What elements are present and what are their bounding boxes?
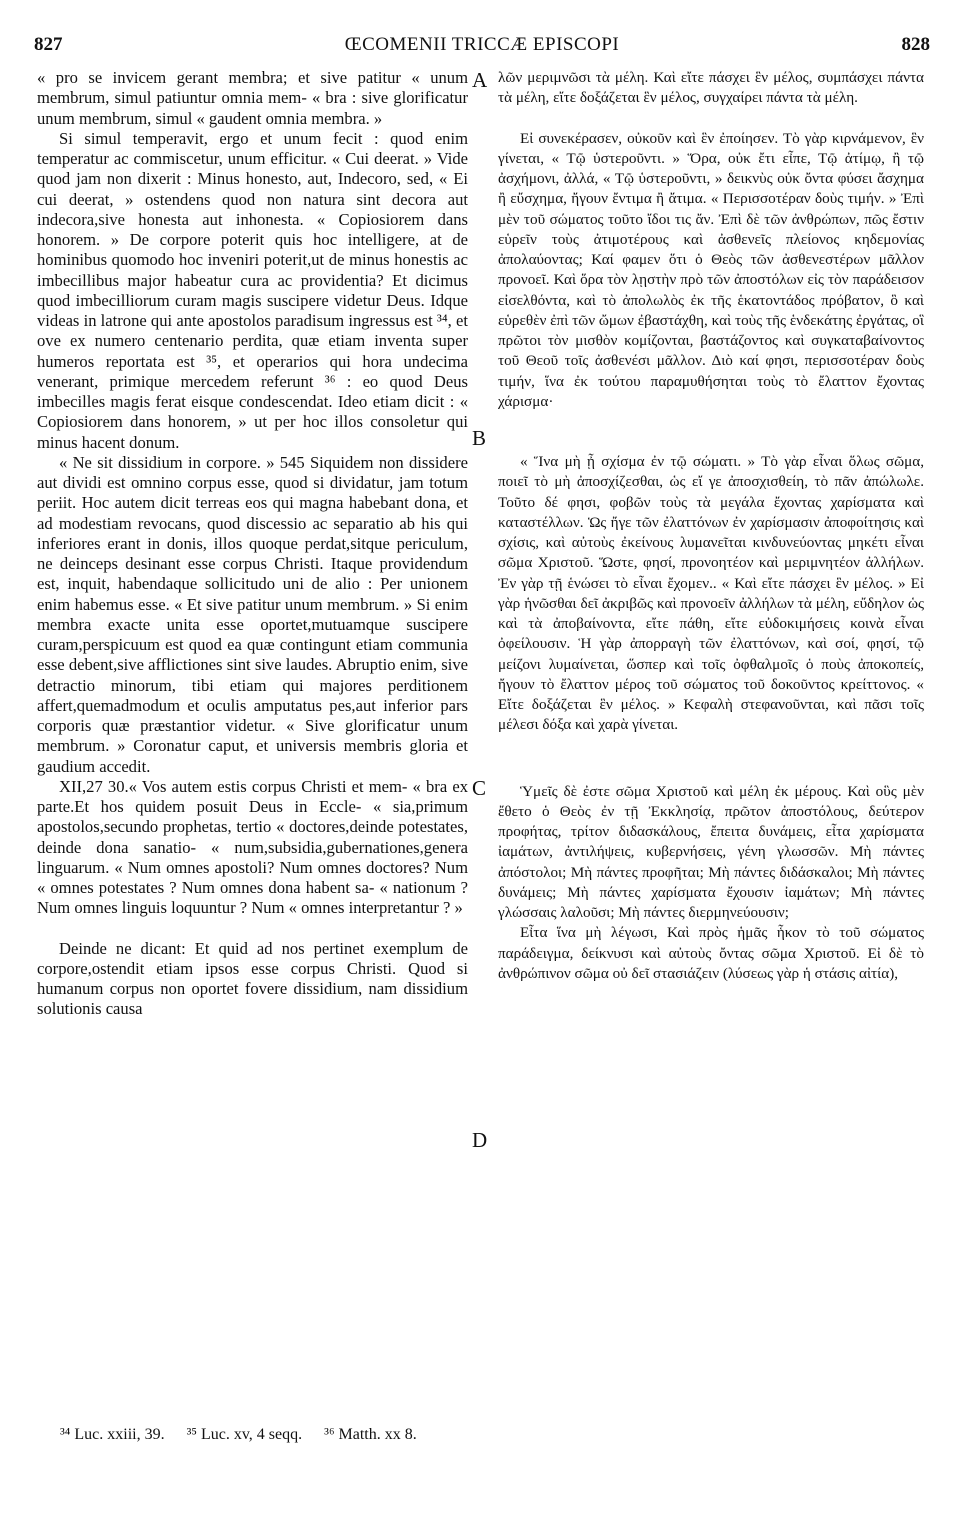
section-marker-d: D — [472, 1128, 488, 1152]
running-title: ŒCOMENII TRICCÆ EPISCOPI — [344, 34, 620, 55]
greek-paragraph-5: Εἶτα ἵνα μὴ λέγωσι, Καὶ πρὸς ἡμᾶς ἧκον τὸ τοῦ σώματος παράδειγμα, δείκνυσι καὶ αὐτοὺς ὄντας σῶμα Χριστοῦ. Εἰ δὲ τὸ ἀνθρώπινον σῶμα οὐ δεῖ στασιάζειν (λύσεως γὰρ ἡ στάσις αἰτία), — [498, 924, 924, 982]
footnote-34: ³⁴ Luc. xxiii, 39. — [60, 1426, 165, 1443]
greek-paragraph-3: « Ἵνα μὴ ᾖ σχίσμα ἐν τῷ σώματι. » Τὸ γὰρ εἶναι ὅλως σῶμα, ποιεῖ τὸ μὴ ἀποσχίζεσθαι, ὡς εἴ γε ἀποσχισθείη, τὸ πᾶν ἀπώλωλε. Τοῦτο δέ φησι, φοβῶν τοὺς τὰ μεγάλα ἔχοντας χαρίσματα καὶ καταστέλλων. Ὡς ἤγε τῶν ἐλαττόνων ἐν χαρίσμασιν ἀποφοίτησις καὶ σχίσις, καὶ αὐτοὺς ἐκείνους λυμανεῖται κινδυνεύοντας μηκέτι εἶναι σῶμα Χριστοῦ. Ὥστε, φησί, προνοητέον καὶ μεριμνητέον ἀλλήλων. Ἐν γὰρ τῇ ἑνώσει τὸ εἶναι ἔχομεν.. « Καὶ εἴτε πάσχει ἓν μέλος. » Εἰ γὰρ ἡνῶσθαι δεῖ ἀκριβῶς καὶ προνοεῖν ἀλλήλων τὰ μέλη, εὔδηλον ὡς καὶ τὰ ἀποβαίνοντα, εἴτε πάθη, εἴτε εὐδοκιμήσεις κοινὰ εἶναι ὀφείλουσιν. Ἡ γὰρ ἀπορραγὴ τῶν ἐλαττόνων, καὶ σοί, φησί, τῷ μείζονι λυμαίνεται, ὥσπερ καὶ τοῖς ὀφθαλμοῖς ὁ ποὺς ἀποκοπείς, ἤγουν τὸ ἔλαττον μέρος τοῦ σώματος τοῦ δοκοῦντος κρείττονος. « Εἴτε δοξάζεται ἓν μέλος. » Κεφαλὴ στεφανοῦνται, καὶ πᾶσι τοῖς μέλεσι δόξα καὶ χαρὰ γίνεται. — [498, 453, 924, 734]
latin-paragraph-5: Deinde ne dicant: Et quid ad nos pertinet exemplum de corpore,ostendit etiam ipsos esse corpus Christi. Quod si humanum corpus non oportet fovere dissidium, nam dissidium solutionis causa — [37, 938, 468, 1019]
section-marker-a: A — [472, 68, 488, 92]
footnote-35: ³⁵ Luc. xv, 4 seqq. — [186, 1426, 303, 1443]
latin-paragraph-3: « Ne sit dissidium in corpore. » 545 Siquidem non dissidere aut dividi est omnino corpus esse, quod si dividatur, jam totum periit. Hoc autem dicit terreas eos qui magna habebant dona, et ad modestiam revocans, quod discessio ac separatio ab his qui inferiores erant in donis, illos quoque perdat,sitque periculum, ne deinceps desinant esse corpus Christi. Itaque providendum est, inquit, habendaque sollicitudo uni de alio : Per unionem enim habemus esse. « Et sive patitur unum membrum. » Si enim membra exacte unita esse oportet,mutuamque suscipere curam,perspicuum est quod ea quæ contingunt etiam communia esse debent,sive afflictiones sint sive laudes. Abruptio enim, sive detractio minorum, tibi etiam qui majores perditionem affert,quemadmodum et oculis amputatus pes,aut inferior pars corporis quæ præstantior videtur. « Sive glorificatur unum membrum. » Coronatur caput, et universis membris gloria et gaudium accedit. — [37, 452, 468, 776]
footnote-36: ³⁶ Matth. xx 8. — [324, 1426, 417, 1443]
page-header — [34, 34, 930, 64]
greek-paragraph-2: Εἰ συνεκέρασεν, οὐκοῦν καὶ ἓν ἐποίησεν. Τὸ γὰρ κιρνάμενον, ἓν γίνεται, « Τῷ ὑστεροῦντι. » Ὅρα, οὐκ ἔτι εἶπε, Τῷ ἀτίμῳ, ἢ τῷ ἀσχήμονι, ἀλλά, « Τῷ ὑστεροῦντι, » δεικνὺς οὐκ ὄντα φύσει ἄσχημα ἢ εὔσχημα, ἤγουν ἔντιμα ἢ ἄτιμα. « Περισσοτέραν δοὺς τιμήν. » Ἐπὶ μὲν τοῦ σώματος τοῦτο ἴδοι τις ἄν. Ἐπὶ δὲ τῶν ἀνθρώπων, πῶς ἔστιν εὑρεῖν τοὺς ἀτιμοτέρους καὶ ἀσθενεῖς πλείονος κηδεμονίας ἀπολαύοντας; Καί φαμεν ὅτι ὁ Θεὸς τῶν ἀσθενεστέρων μᾶλλον προνοεῖ. Καὶ ὅρα τὸν λῃστὴν πρὸ τῶν ἀποστόλων εἰς τὸν παράδεισον εἰσελθόντα, καὶ τὸ ἀπολωλὸς ἐκ τῆς ἑκατοντάδος πρόβατον, ὃ καὶ εὑρεθὲν ἐπὶ τῶν ὤμων ἐβαστάχθη, καὶ τοὺς τῆς ἑνδεκάτης ἐργάτας, οἳ πρῶτοι τὸν μισθὸν κομίζονται, βαστάζοντος καὶ συγκαταβαίνοντος τοῦ Θεοῦ τοῖς ἀσθενέσι μᾶλλον. Διὸ καί φησι, περισσοτέραν δοὺς τιμήν, ἵνα ἐκ τούτου παραμυθήσηται τοὺς τὸ ἔλαττον ἔχοντας χάρισμα· — [498, 129, 924, 410]
greek-paragraph-1: λῶν μεριμνῶσι τὰ μέλη. Καὶ εἴτε πάσχει ἓν μέλος, συμπάσχει πάντα τὰ μέλη, εἴτε δοξάζεται ἓν μέλος, συγχαίρει πάντα τὰ μέλη. — [498, 69, 924, 107]
section-marker-b: B — [472, 426, 487, 450]
footnotes — [60, 1426, 760, 1444]
latin-paragraph-4: XII,27 30.« Vos autem estis corpus Christi et mem- « bra ex parte.Et hos quidem posuit Deus in Eccle- « sia,primum apostolos,secundo prophetas, tertio « doctores,deinde potestates, deinde dona sanatio- « num,subsidia,gubernationes,genera linguarum. « Num omnes apostoli? Num omnes doctores? Num « omnes potestates ? Num omnes dona habent sa- « nationum ? Num omnes linguis loquuntur ? Num « omnes interpretantur ? » — [37, 776, 468, 918]
latin-paragraph-2: Si simul temperavit, ergo et unum fecit : quod enim temperatur ac commiscetur, unum efficitur. « Cui deerat. » Vide quod jam non dixerit : Minus honesto, aut, Indecoro, sed, « Ei cui deerat, » ostendens quod non natura sint decora aut indecora,sive honesta aut inhonesta. « Copiosiorem dans honorem. » De corpore poterit quis hoc intelligere, at de hominibus quomodo hoc inveniri poterit,ut de minus honestis ac imbecillibus major habeatur cura ac providentia? Et dicimus quod imbecilliorum curam magis suscipere videtur Deus. Idque videas in latrone qui ante apostolos paradisum ingressus est ³⁴, et ove ex numero centenario perdita, quæ etiam inventa super humeros reportata est ³⁵, et operarios qui hora undecima venerant, primique mercedem referunt ³⁶ : eo quod Deus imbecilles magis ferat eisque condescendat. Ideo etiam dicit : « Copiosiorem dans honorem, » ut per hoc illos consoletur qui minus hacent donum. — [37, 128, 468, 452]
page-number-right: 828 — [901, 34, 930, 55]
latin-paragraph-1: « pro se invicem gerant membra; et sive patitur « unum membrum, simul patiuntur omnia mem- « bra : sive glorificatur unum membrum, simul « gaudent omnia membra. » — [37, 68, 468, 128]
greek-column — [498, 68, 924, 984]
page-number-left: 827 — [34, 34, 63, 55]
section-marker-c: C — [472, 776, 487, 800]
greek-paragraph-4: Ὑμεῖς δὲ ἐστε σῶμα Χριστοῦ καὶ μέλη ἐκ μέρους. Καὶ οὓς μὲν ἔθετο ὁ Θεὸς ἐν τῇ Ἐκκλησίᾳ, πρῶτον ἀποστόλους, δεύτερον προφήτας, τρίτον διδασκάλους, ἔπειτα δυνάμεις, εἶτα χαρίσματα ἰαμάτων, ἀντιλήψεις, κυβερνήσεις, γένη γλωσσῶν. Μὴ πάντες ἀπόστολοι; Μὴ πάντες προφῆται; Μὴ πάντες διδάσκαλοι; Μὴ πάντες δυνάμεις; Μὴ πάντες χαρίσματα ἔχουσιν ἰαμάτων; Μὴ πάντες γλώσσαις λαλοῦσι; Μὴ πάντες διερμηνεύουσιν; — [498, 782, 924, 921]
latin-column — [37, 68, 468, 1020]
